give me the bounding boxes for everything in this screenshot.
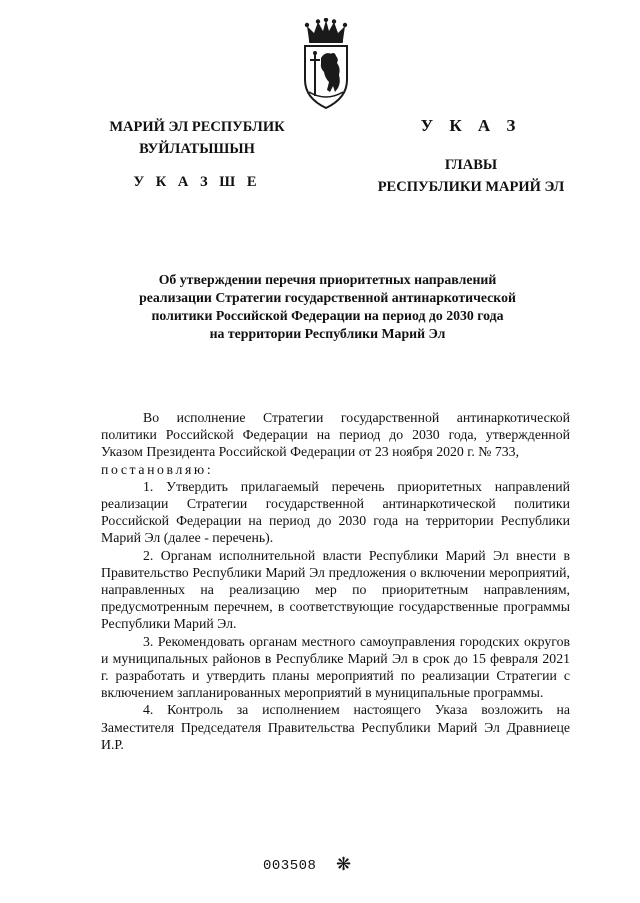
header-right-line2: ГЛАВЫ [444, 157, 498, 173]
serial-number: 003508 [263, 858, 317, 874]
decree-item: 2. Органам исполнительной власти Республики Марий Эл внести в Правительство Республики Марий Эл предложения о включении мероприятий, направленных на реализацию мер по приоритетным направлениям, предусмотренным перечнем, в соответствующие государственные программы Республики Марий Эл. [101, 547, 570, 632]
decree-item: 3. Рекомендовать органам местного самоуправления городских округов и муниципальных районов в Республике Марий Эл в срок до 15 февраля 2021 г. разработать и утвердить планы мероприятий по реализации Стратегии с включением запланированных мероприятий в муниципальные программы. [101, 633, 570, 701]
coat-of-arms-icon [301, 18, 351, 110]
decree-item: 4. Контроль за исполнением настоящего Указа возложить на Заместителя Председателя Правительства Республики Марий Эл Дравниеце И.Р. [101, 702, 570, 752]
header-right-line1: У К А З [420, 116, 522, 135]
decree-word: постановляю: [101, 461, 214, 477]
document-title [100, 271, 555, 343]
title-line: политики Российской Федерации на период до 2030 года [151, 308, 504, 323]
header-left-line2: ВУЙЛАТЫШЫН [139, 141, 255, 157]
title-line: на территории Республики Марий Эл [209, 326, 446, 341]
asterisk-icon: ❋ [336, 854, 352, 874]
header-left [82, 116, 312, 193]
document-body [101, 409, 570, 753]
title-line: Об утверждении перечня приоритетных направлений [158, 272, 497, 287]
preamble-paragraph: Во исполнение Стратегии государственной антинаркотической политики Российской Федерации на период до 2030 года, утвержденной Указом Президента Российской Федерации от 23 ноября 2020 г. № 733, [101, 410, 570, 460]
header-left-line3: У К А З Ш Е [133, 174, 261, 190]
header-left-line1: МАРИЙ ЭЛ РЕСПУБЛИК [109, 119, 285, 135]
header-right [346, 114, 596, 198]
decree-item: 1. Утвердить прилагаемый перечень приоритетных направлений реализации Стратегии государственной антинаркотической политики Российской Федерации на период до 2030 года на территории Республики Марий Эл (далее - перечень). [101, 478, 570, 546]
header-right-line3: РЕСПУБЛИКИ МАРИЙ ЭЛ [377, 179, 565, 195]
title-line: реализации Стратегии государственной антинаркотической [139, 290, 516, 305]
